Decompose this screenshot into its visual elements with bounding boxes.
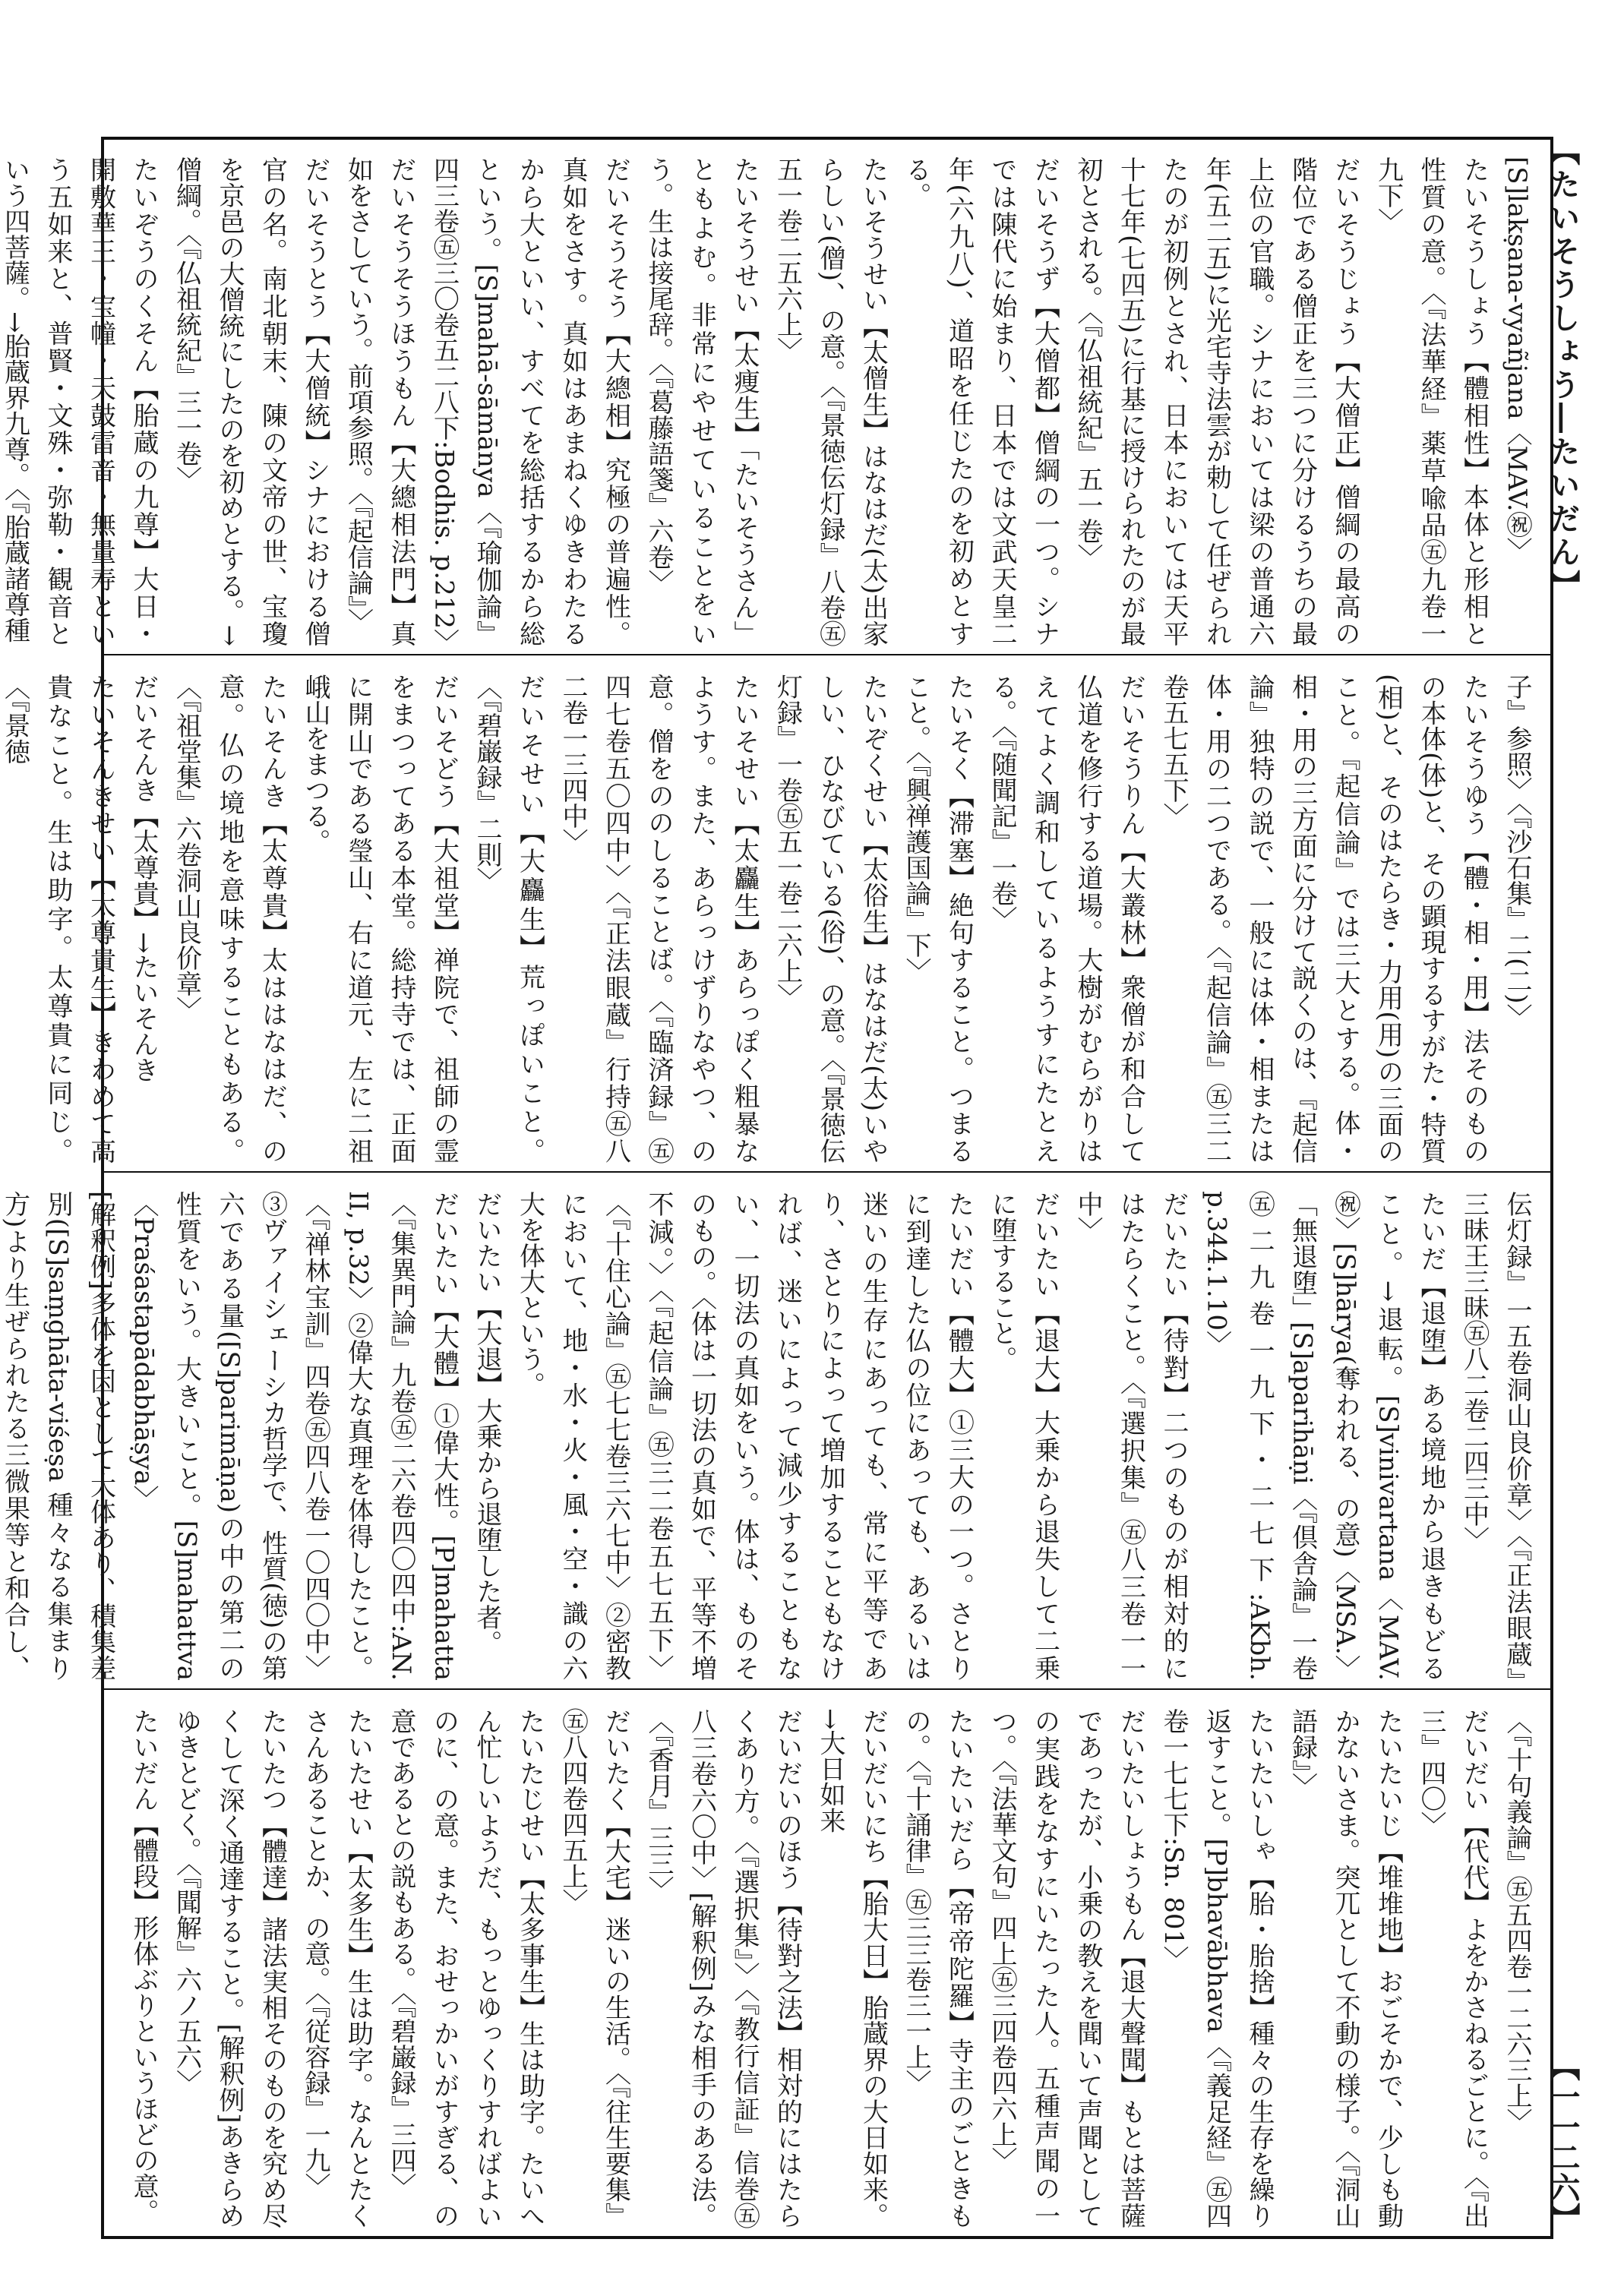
tier-4 (104, 1691, 1550, 2236)
running-title: 【たいそうしょう―たいだん】 (1545, 135, 1581, 603)
dictionary-entry: たいぞくせい【太俗生】はなはだ(太)いやしい、ひなびている(俗)、の意。〈『景徳伝灯録』一卷㊄五一卷二六上〉 (772, 674, 889, 1164)
dictionary-entry: だいたい【大退】大乗から退堕した者。 (472, 1191, 502, 1656)
dictionary-entry: 〈『十句義論』㊄五四卷一二六三上〉 (1502, 1708, 1532, 2134)
page-number: 【一一二六】 (1545, 2051, 1581, 2233)
tier-2 (0, 657, 1550, 1173)
dictionary-entry: たいだい【體大】①三大の一つ。さとりに到達した仏の位にあっても、あるいは迷いの生存にあっても、常に平等であり、さとりによって増加することもなければ、迷いによって減少することもない、一切法の真如をいう。体は、ものそのもの。〈体は一切法の真如で、平等不増不減。〉〈『起信論』㊄三二卷五七五下〉〈『十住心論』㊄七七卷三六七中〉②密教において、地・水・火・風・空・識の六大を体大という。 (514, 1191, 975, 1681)
dictionary-entry: だいたい【退大】大乗から退失して二乗に堕すること。 (987, 1191, 1060, 1681)
tier-3 (0, 1174, 1550, 1690)
dictionary-entry: [S]lakṣana-vyañjana〈MAV.㊗〉 (1502, 156, 1532, 564)
dictionary-entry: だいそうず【大僧都】僧綱の一つ。シナでは陳代に始まり、日本では文武天皇二年(六九八)、道昭を任じたのを初めとする。 (901, 156, 1060, 646)
dictionary-entry: たいぞうのくそん【胎蔵の九尊】大日・開敷華王・宝幢・天鼓雷音・無量寿という五如来と、普賢・文殊・弥勒・観音という四菩薩。→胎蔵界九尊。〈『胎蔵諸尊種 (0, 156, 159, 646)
dictionary-entry: たいそく【滞塞】絶句すること。つまること。〈『興禅護国論』下〉 (901, 674, 975, 1164)
dictionary-entry: 子』参照〉〈『沙石集』二(二)〉 (1502, 674, 1532, 1030)
dictionary-entry: たいたつ【體達】諸法実相そのものを究め尽くして深く通達すること。[解釈例]あきらめゆきとどく。〈『聞解』六ノ五六〉 (171, 1708, 288, 2229)
dictionary-entry: たいたじせい【太多事生】生は助字。たいへん忙しいようだ、もっとゆっくりすればよいのに、の意。また、おせっかいがすぎる、の意であるとの説もある。〈『碧巌録』三四〉 (386, 1708, 545, 2228)
dictionary-entry: たいそんきせい【太尊貴生】きわめて高貴なこと。生は助字。太尊貴に同じ。〈『景徳 (0, 674, 116, 1164)
dictionary-entry: たいだ【退堕】ある境地から退きもどること。→退転。[S]vinivartana〈MAV.㊗〉[S]hārya(奪われる、の意)〈MSA.〉「無退堕」[S]aparihāṇi〈『倶舎論』一卷㊄二九卷一九下・二七下:AKbh. p.344.1.10〉 (1201, 1191, 1446, 1681)
dictionary-entry: たいそうしょう【體相性】本体と形相と性質の意。〈『法華経』薬草喩品㊄九卷一九下〉 (1373, 156, 1490, 646)
dictionary-entry: だいそうりん【大叢林】衆僧が和合して仏道を修行する道場。大樹がむらがりはえてよく調和しているようすにたとえる。〈『随聞記』一卷〉 (987, 674, 1146, 1164)
dictionary-entry: だいだいにち【胎大日】胎蔵界の大日如来。→大日如来 (815, 1708, 889, 2228)
tier-2-text (0, 674, 1538, 1164)
tier-4-text (115, 1708, 1538, 2228)
dictionary-entry: だいだいのほう【待對之法】相対的にはたらくあり方。〈『選択集』〉〈『教行信証』信巻㊄八三卷六〇中〉[解釈例]みな相手のある法。〈『香月』三三〉 (643, 1708, 803, 2228)
dictionary-entry: 伝灯録』一五卷洞山良价章〉〈『正法眼蔵』三昧王三昧㊄八二卷二四三中〉 (1458, 1191, 1532, 1681)
dictionary-entry: たいたせい【太多生】生は助字。なんとたくさんあることか、の意。〈『従容録』一九〉 (300, 1708, 374, 2228)
dictionary-entry: だいそせい【大麤生】荒っぽいこと。〈『碧巌録』二則〉 (472, 674, 545, 1164)
dictionary-entry: だいそどう【大祖堂】禅院で、祖師の霊をまつってある本堂。総持寺では、正面に開山である瑩山、右に道元、左に二祖峨山をまつる。 (300, 674, 460, 1164)
dictionary-entry: たいそうせい【太僧生】はなはだ(太)出家らしい(僧)、の意。〈『景徳伝灯録』八卷㊄五一卷二五六上〉 (772, 156, 889, 646)
dictionary-entry: だいたく【大宅】迷いの生活。〈『往生要集』㊄八四卷四五上〉 (558, 1708, 631, 2228)
dictionary-entry: たいたいだら【帝帝陀羅】寺主のごときもの。〈『十誦律』㊄三三卷三一上〉 (901, 1708, 975, 2228)
dictionary-page-frame (0, 137, 1553, 2239)
dictionary-entry: だいそうそうほうもん【大總相法門】真如をさしていう。前項参照。〈『起信論』〉 (343, 156, 416, 646)
dictionary-entry: たいそんき【太尊貴】太ははなはだ、の意。仏の境地を意味することもある。〈『祖堂集』六卷洞山良价章〉 (171, 674, 288, 1164)
dictionary-entry: だいたいしょうもん【退大聲聞】もとは菩薩であったが、小乗の教えを聞いて声聞としての実践をなすにいたった人。五種声聞の一つ。〈『法華文句』四上㊄三四卷四六上〉 (987, 1708, 1146, 2228)
dictionary-entry: たいたいしゃ【胎・胎捨】種々の生存を繰り返すこと。[P]bhavābhava〈『義足経』㊄四卷一七七下:Sn. 801〉 (1158, 1708, 1275, 2228)
dictionary-entry: たいそせい【太麤生】あらっぽく粗暴なようす。また、あらっけずりなやつ、の意。僧をののしることば。〈『臨済録』㊄四七卷五〇四中〉〈『正法眼蔵』行持㊄八二卷一三四中〉 (558, 674, 760, 1164)
dictionary-entry: だいたい【大體】①偉大性。[P]mahatta〈『集異門論』九卷㊄二六卷四〇四中:AN. II, p.32〉②偉大な真理を体得したこと。〈『禅林宝訓』四卷㊄四八卷一〇四〇中〉③ヴァイシェーシカ哲学で、性質(徳)の第六である量([S]parimāṇa)の中の第二の性質をいう。大きいこと。[S]mahattva〈Praśastapādabhāṣya〉 (128, 1191, 460, 1681)
dictionary-entry: だいそんき【太尊貴】→たいそんき (128, 674, 159, 1083)
dictionary-entry: たいたいじ【堆堆地】おごそかで、少しも動かないさま。突兀として不動の様子。〈『洞山語録』〉 (1287, 1708, 1404, 2228)
tier-1 (0, 140, 1550, 655)
dictionary-entry: だいそうそう【大總相】究極の普遍性。真如をさす。真如はあまねくゆきわたるから大といい、すべてを総括するから総という。[S]mahā-sāmānya〈『瑜伽論』四三卷㊄三〇卷五二八下:Bodhis. p.212〉 (428, 156, 631, 655)
dictionary-entry: [解釈例]多体を因として大体あり、積集差別([S]saṃghāta-viśeṣa 種々なる集まり方)より生ぜられたる三微果等と和合し、 (0, 1191, 116, 1681)
dictionary-entry: だいたい【待對】二つのものが相対的にはたらくこと。〈『選択集』㊄八三卷一一中〉 (1073, 1191, 1189, 1681)
dictionary-entry: だいそうじょう【大僧正】僧綱の最高の階位である僧正を三つに分けるうちの最上位の官職。シナにおいては梁の普通六年(五二五)に光宅寺法雲が勅して任ぜられたのが初例とされ、日本においては天平十七年(七四五)に行基に授けられたのが最初とされる。〈『仏祖統紀』五一卷〉 (1073, 156, 1360, 646)
tier-3-text (0, 1191, 1538, 1681)
dictionary-entry: たいそうゆう【體・相・用】法そのものの本体(体)と、その顕現するすがた・特質(相)と、そのはたらき・力用(用)の三面のこと。『起信論』では三大とする。体・相・用の三方面に分けて説くのは、『起信論』独特の説で、一般には体・相または体・用の二つである。〈『起信論』㊄三二卷五七五下〉 (1158, 674, 1490, 1164)
dictionary-entry: たいそうせい【太痩生】「たいそうさん」ともよむ。非常にやせていることをいう。生は接尾辞。〈『葛藤語箋』六卷〉 (643, 156, 760, 646)
dictionary-entry: だいだい【代代】よをかさねるごとに。〈『出三』四〇〉 (1416, 1708, 1490, 2228)
dictionary-entry: だいそうとう【大僧統】シナにおける僧官の名。南北朝末、陳の文帝の世、宝瓊を京邑の大僧統にしたのを初めとする。→僧綱。〈『仏祖統紀』三一卷〉 (171, 156, 330, 646)
tier-1-text (0, 156, 1538, 655)
dictionary-entry: たいだん【體段】形体ぶりというほどの意。 (128, 1708, 159, 2225)
